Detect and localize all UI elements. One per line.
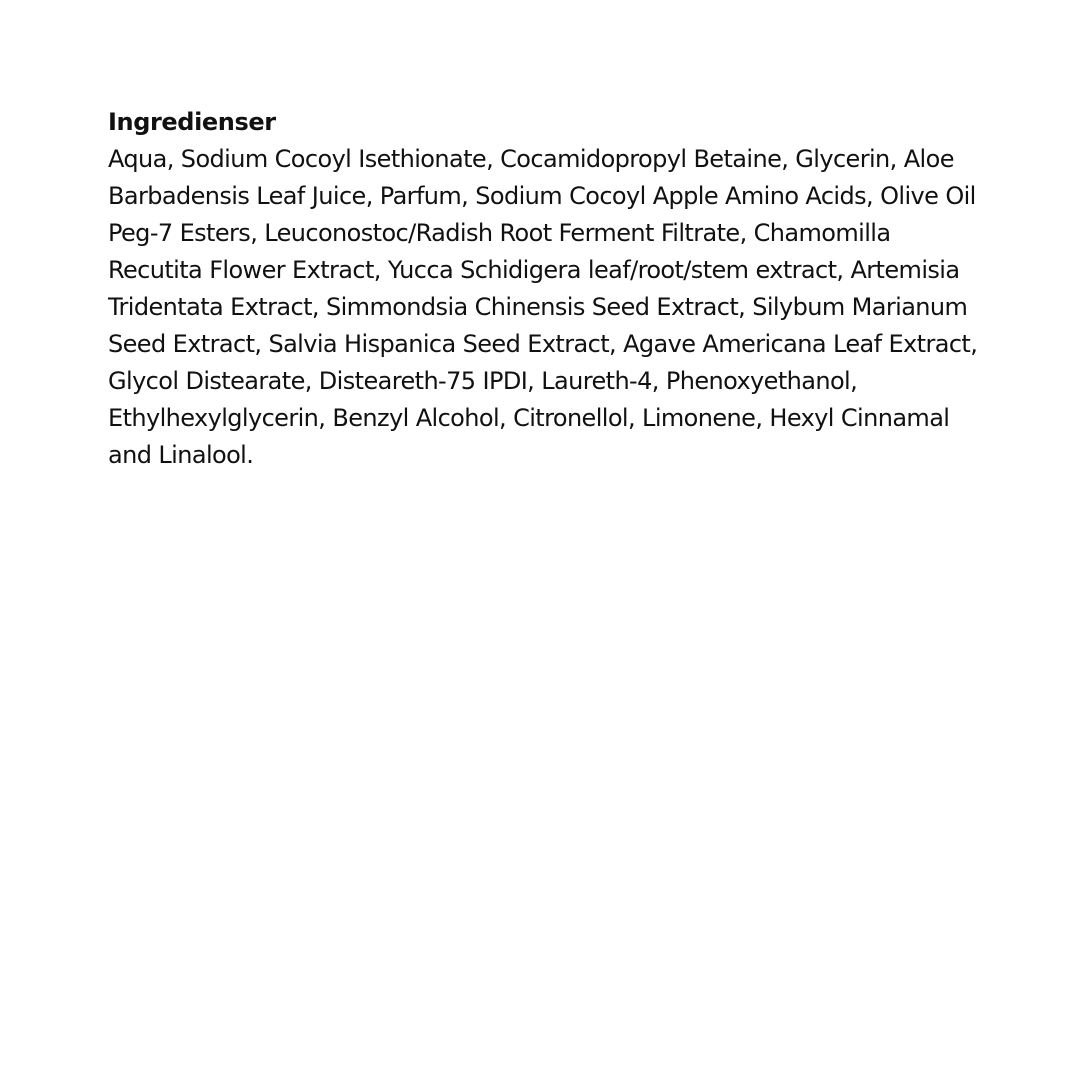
ingredients-list: Aqua, Sodium Cocoyl Isethionate, Cocamidopropyl Betaine, Glycerin, Aloe Barbadensis Leaf Juice, Parfum, Sodium Cocoyl Apple Amino Acids, Olive Oil Peg-7 Esters, Leuconostoc/Radish Root Ferment Filtrate, Chamomilla Recutita Flower Extract, Yucca Schidigera leaf/root/stem extract, Artemisia Tridentata Extract, Simmondsia Chinensis Seed Extract, Silybum Marianum Seed Extract, Salvia Hispanica Seed Extract, Agave Americana Leaf Extract, Glycol Distearate, Disteareth-75 IPDI, Laureth-4, Phenoxyethanol, Ethylhexylglycerin, Benzyl Alcohol, Citronellol, Limonene, Hexyl Cinnamal and Linalool. [108,145,978,469]
ingredients-heading: Ingredienser [108,108,276,136]
ingredients-section [108,104,978,474]
